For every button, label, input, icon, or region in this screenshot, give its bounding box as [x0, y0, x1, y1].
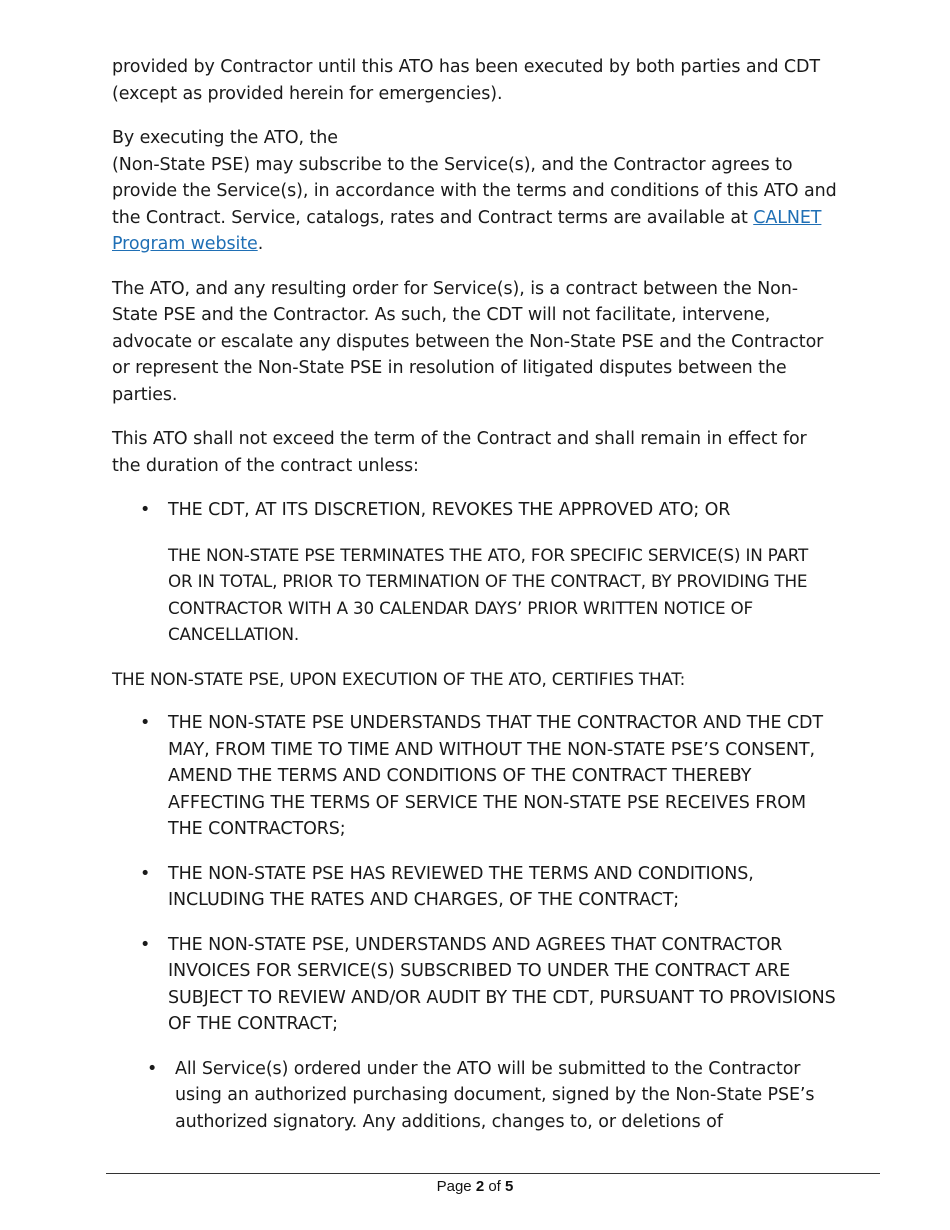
bullet-icon: •	[147, 1058, 158, 1079]
page-label: Page	[436, 1178, 472, 1195]
list-item-text: THE CDT, AT ITS DISCRETION, REVOKES THE APPROVED ATO; OR	[168, 500, 731, 520]
total-page-count: 5	[505, 1178, 514, 1195]
paragraph-contract-between: The ATO, and any resulting order for Service(s), is a contract between the Non-State PSE and the Contractor. As such, the CDT will not facilitate, intervene, advocate or escalate any disputes between the Non-State PSE and the Contractor or represent the Non-State PSE in resolution of litigated disputes between the parties.	[112, 278, 824, 405]
list-item	[112, 497, 837, 524]
list-item	[112, 710, 837, 843]
list-item	[112, 1056, 837, 1136]
paragraph-executing-ato-end: .	[257, 234, 264, 254]
footer-divider	[106, 1173, 880, 1174]
list-item-text: THE NON-STATE PSE UNDERSTANDS THAT THE CONTRACTOR AND THE CDT MAY, FROM TIME TO TIME AND WITHOUT THE NON-STATE PSE’S CONSENT, AMEND THE TERMS AND CONDITIONS OF THE CONTRACT THEREBY AFFECTING THE TERMS OF SERVICE THE NON-STATE PSE RECEIVES FROM THE CONTRACTORS;	[168, 713, 823, 839]
bullet-icon: •	[140, 500, 151, 520]
paragraph-executing-ato	[112, 125, 837, 258]
document-page	[112, 54, 837, 1153]
current-page-number: 2	[475, 1178, 485, 1195]
certification-heading: THE NON-STATE PSE, UPON EXECUTION OF THE ATO, CERTIFIES THAT:	[112, 668, 686, 689]
calnet-program-link[interactable]: CALNET Program website	[112, 207, 822, 254]
bullet-icon: •	[140, 934, 151, 955]
list-item	[112, 932, 837, 1038]
revocation-list	[112, 497, 837, 524]
paragraph-contractor-provision: provided by Contractor until this ATO has been executed by both parties and CDT (except as provided herein for emergencies).	[112, 57, 821, 104]
paragraph-executing-ato-line1: By executing the ATO, the	[112, 128, 338, 148]
paragraph-executing-ato-body: (Non-State PSE) may subscribe to the Service(s), and the Contractor agrees to provide the Service(s), in accordance with the terms and conditions of this ATO and the Contract. Service, catalogs, rates and Contract terms are available at	[112, 154, 837, 228]
certification-list	[112, 710, 837, 1135]
paragraph-term-of-contract: This ATO shall not exceed the term of the Contract and shall remain in effect for the duration of the contract unless:	[112, 429, 807, 476]
list-item-text: THE NON-STATE PSE HAS REVIEWED THE TERMS AND CONDITIONS, INCLUDING THE RATES AND CHARGES, OF THE CONTRACT;	[168, 863, 754, 910]
termination-clause: THE NON-STATE PSE TERMINATES THE ATO, FOR SPECIFIC SERVICE(S) IN PART OR IN TOTAL, PRIOR TO TERMINATION OF THE CONTRACT, BY PROVIDING THE CONTRACTOR WITH A 30 CALENDAR DAYS’ PRIOR WRITTEN NOTICE OF CANCELLATION.	[168, 544, 809, 644]
list-item-text: All Service(s) ordered under the ATO will be submitted to the Contractor using an authorized purchasing document, signed by the Non-State PSE’s authorized signatory. Any additions, changes to, or deletions of	[175, 1058, 815, 1132]
page-footer	[0, 1178, 950, 1195]
list-item	[112, 861, 837, 914]
bullet-icon: •	[140, 863, 151, 884]
of-label: of	[488, 1178, 501, 1195]
bullet-icon: •	[140, 713, 151, 733]
list-item-text: THE NON-STATE PSE, UNDERSTANDS AND AGREES THAT CONTRACTOR INVOICES FOR SERVICE(S) SUBSCRIBED TO UNDER THE CONTRACT ARE SUBJECT TO REVIEW AND/OR AUDIT BY THE CDT, PURSUANT TO PROVISIONS OF THE CONTRACT;	[168, 934, 836, 1034]
